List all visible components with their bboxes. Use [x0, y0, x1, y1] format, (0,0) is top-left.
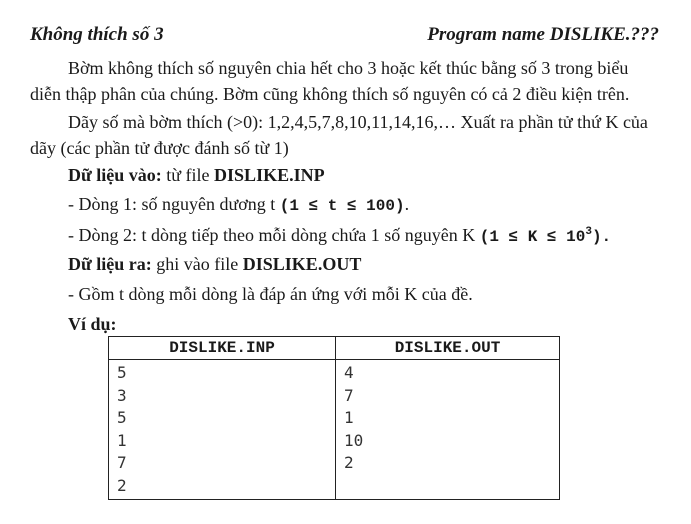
output-value: 10: [344, 430, 364, 450]
input-value: 5: [117, 363, 127, 382]
input-filename: DISLIKE.INP: [214, 165, 325, 185]
output-filename: DISLIKE.OUT: [242, 254, 362, 274]
input-line-2: [68, 225, 611, 246]
input-line-1-text: - Dòng 1: số nguyên dương t: [68, 194, 280, 214]
input-text: từ file: [161, 165, 215, 185]
program-name: Program name DISLIKE.???: [427, 24, 659, 45]
input-line-1-constraint: (1 ≤ t ≤ 100): [279, 197, 405, 215]
output-label: Dữ liệu ra:: [68, 254, 152, 274]
input-value: 1: [117, 430, 127, 450]
input-value: 5: [117, 408, 127, 427]
output-value: 4: [344, 363, 354, 382]
input-line-1-end: .: [404, 194, 410, 214]
input-line-2-text: - Dòng 2: t dòng tiếp theo mỗi dòng chứa 1 số nguyên K: [68, 225, 480, 245]
statement-p1-line1: Bờm không thích số nguyên chia hết cho 3 hoặc kết thúc bằng số 3 trong biểu: [68, 58, 629, 78]
input-value: 2: [117, 475, 127, 495]
input-line-2-exponent: 3: [585, 226, 592, 238]
output-cell: [336, 360, 560, 500]
problem-title: Không thích số 3: [30, 24, 164, 45]
output-value: 7: [344, 385, 354, 405]
example-label: Ví dụ:: [68, 314, 117, 334]
statement-p1-line2: diễn thập phân của chúng. Bờm cũng không thích số nguyên có cả 2 điều kiện trên.: [30, 84, 630, 104]
output-line-1: - Gồm t dòng mỗi dòng là đáp án ứng với mỗi K của đề.: [68, 284, 473, 304]
input-heading: [68, 165, 325, 186]
output-value: 2: [344, 453, 354, 472]
example-table: [108, 336, 560, 500]
statement-p2-line1: Dãy số mà bờm thích (>0): 1,2,4,5,7,8,10,11,14,16,… Xuất ra phần tử thứ K của: [68, 112, 648, 132]
statement-p2-line2: dãy (các phần tử được đánh số từ 1): [30, 138, 289, 158]
output-heading: [68, 254, 361, 275]
col-header-input: DISLIKE.INP: [109, 337, 336, 360]
input-value: 3: [117, 385, 127, 405]
input-label: Dữ liệu vào:: [68, 165, 162, 185]
input-line-2-constraint-a: (1 ≤ K ≤ 10: [479, 228, 586, 246]
input-line-2-constraint-b: ).: [591, 228, 612, 246]
input-cell: [109, 360, 336, 500]
output-text: ghi vào file: [151, 254, 243, 274]
input-value: 7: [117, 453, 127, 472]
input-line-1: [68, 194, 409, 215]
output-value: 1: [344, 408, 354, 427]
col-header-output: DISLIKE.OUT: [336, 337, 560, 360]
